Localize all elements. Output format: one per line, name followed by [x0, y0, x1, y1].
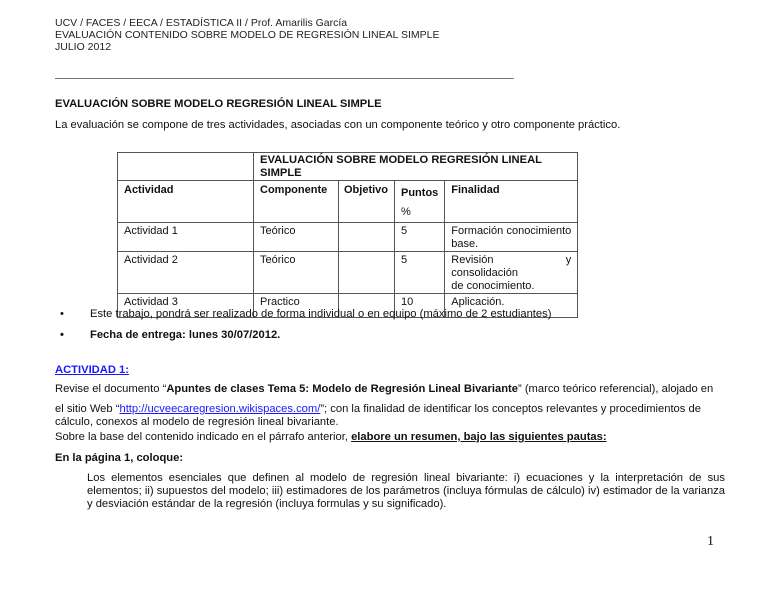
col-header-puntos [395, 181, 445, 223]
instructions-paragraph [55, 431, 607, 444]
col-header-componente: Componente [254, 181, 339, 223]
cell-finalidad-line1: Formación conocimiento [451, 225, 572, 237]
summary-instruction: elabore un resumen, bajo las siguientes pautas: [351, 431, 607, 443]
website-paragraph [55, 403, 720, 429]
cell-puntos: 5 [395, 252, 445, 294]
cell-puntos: 5 [395, 223, 445, 252]
table-caption-row [118, 153, 578, 181]
cell-objetivo [339, 252, 395, 294]
cell-finalidad [445, 223, 578, 252]
table-caption: EVALUACIÓN SOBRE MODELO REGRESIÓN LINEAL SIMPLE [254, 153, 578, 181]
cell-finalidad [445, 252, 578, 294]
actividad-1-heading[interactable]: ACTIVIDAD 1: [55, 364, 129, 376]
col-header-puntos-unit: % [401, 206, 411, 218]
table-caption-empty-cell [118, 153, 254, 181]
wikispaces-link[interactable]: http://ucveecaregresion.wikispaces.com/ [119, 403, 321, 415]
page-header [55, 17, 440, 53]
revise-text-post: ” (marco teórico referencial), alojado en [518, 383, 714, 395]
cell-finalidad-line1: Revisión y consolidación [451, 254, 572, 279]
cell-actividad: Actividad 2 [118, 252, 254, 294]
page-number: 1 [707, 534, 714, 549]
sobre-text-pre: Sobre la base del contenido indicado en el párrafo anterior, [55, 431, 352, 443]
bullet-icon: • [60, 329, 64, 341]
cell-finalidad-line2: base. [451, 238, 479, 250]
header-line-subject: EVALUACIÓN CONTENIDO SOBRE MODELO DE REGRESIÓN LINEAL SIMPLE [55, 29, 440, 41]
col-header-objetivo: Objetivo [339, 181, 395, 223]
note-item-team [55, 307, 551, 328]
evaluation-table [117, 152, 578, 318]
notes-list [55, 307, 551, 349]
table-row [118, 223, 578, 252]
col-header-puntos-label: Puntos [401, 187, 439, 199]
header-line-date: JULIO 2012 [55, 41, 112, 53]
table-header-row [118, 181, 578, 223]
col-header-actividad: Actividad [118, 181, 254, 223]
table-row [118, 252, 578, 294]
bullet-icon: • [60, 308, 64, 320]
cell-puntos: 10 [395, 294, 445, 318]
cell-finalidad-line1: Aplicación. [451, 296, 505, 308]
header-divider [55, 78, 514, 79]
col-header-finalidad: Finalidad [445, 181, 578, 223]
note-text: Fecha de entrega: lunes 30/07/2012. [90, 329, 281, 341]
cell-actividad: Actividad 1 [118, 223, 254, 252]
site-text-post: ”; con la finalidad de identificar los conceptos relevantes y procedimientos de cálculo, conexos al modelo de regresión lineal bivariante. [55, 403, 701, 428]
intro-paragraph: La evaluación se compone de tres actividades, asociadas con un componente teórico y otro componente práctico. [55, 119, 621, 131]
site-text-pre: el sitio Web “ [55, 403, 120, 415]
cell-objetivo [339, 223, 395, 252]
document-reference: Apuntes de clases Tema 5: Modelo de Regresión Lineal Bivariante [166, 383, 518, 395]
cell-actividad: Actividad 3 [118, 294, 254, 318]
header-line-institution: UCV / FACES / EECA / ESTADÍSTICA II / Prof. Amarilis García [55, 17, 348, 29]
note-item-due-date [55, 328, 551, 349]
note-text: Este trabajo, pondrá ser realizado de forma individual o en equipo (máximo de 2 estudiantes) [90, 308, 552, 320]
cell-componente: Teórico [254, 223, 339, 252]
cell-componente: Teórico [254, 252, 339, 294]
revise-paragraph [55, 383, 713, 396]
essential-elements-paragraph: Los elementos esenciales que definen al modelo de regresión lineal bivariante: i) ecuaciones y la interpretación de sus elementos; ii) supuestos del modelo; iii) estimadores de los parámetros (incluya fórmulas de cálculo) iv) estimador de la varianza y desviación estándar de la regresión (incluya formulas y su significado). [87, 472, 725, 510]
document-title: EVALUACIÓN SOBRE MODELO REGRESIÓN LINEAL SIMPLE [55, 98, 382, 110]
revise-text-pre: Revise el documento “ [55, 383, 167, 395]
cell-finalidad-line2: de conocimiento. [451, 280, 535, 292]
cell-componente: Practico [254, 294, 339, 318]
page-one-label: En la página 1, coloque: [55, 452, 184, 464]
